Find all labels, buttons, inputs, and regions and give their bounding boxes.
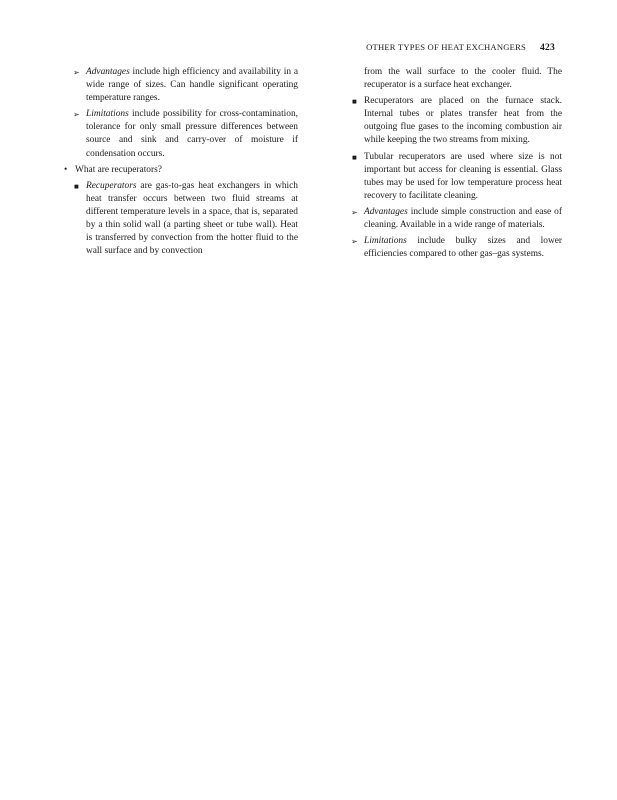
recuperators-definition-item (58, 180, 298, 259)
placement-item (336, 95, 562, 147)
tubular-text: Tubular recuperators are used where size is not important but access for cleaning is essential. Glass tubes may be used for low temperature process heat recovery to facilitate cleaning. (364, 151, 562, 201)
advantages-item-2 (336, 206, 562, 232)
running-header (366, 42, 555, 53)
right-column (336, 66, 562, 261)
page-number: 423 (540, 42, 555, 53)
tubular-item (336, 151, 562, 203)
limitations-text: include bulky sizes and lower efficiencies compared to other gas–gas systems. (364, 236, 562, 260)
advantages-item-1 (58, 66, 298, 105)
arrow-bullet-icon: ➢ (73, 110, 80, 120)
limitations-term: Limitations (86, 109, 129, 120)
square-bullet-icon: ■ (352, 152, 357, 162)
question-item (58, 164, 298, 177)
recuperators-text: are gas-to-gas heat exchangers in which heat transfer occurs between two fluid streams at different temperature levels in a space, that is, separated by a thin solid wall (a parting sheet or tube wall). Heat is transferred by convection from the hotter fluid to the wall surface and by convection (86, 180, 298, 257)
arrow-bullet-icon: ➢ (351, 237, 358, 247)
left-column (58, 66, 298, 258)
square-bullet-icon: ■ (352, 97, 357, 107)
advantages-term: Advantages (86, 67, 130, 77)
limitations-text: include possibility for cross-contamination, tolerance for only small pressure differences between source and sink and carry-over of moisture if condensation occurs. (86, 109, 298, 159)
limitations-term: Limitations (364, 236, 407, 247)
round-bullet-icon: • (64, 164, 68, 175)
arrow-bullet-icon: ➢ (351, 207, 358, 217)
question-text: What are recuperators? (75, 164, 162, 175)
placement-text: Recuperators are placed on the furnace stack. Internal tubes or plates transfer heat from the outgoing flue gases to the incoming combustion air while keeping the two streams from mixing. (364, 96, 562, 146)
advantages-text: include simple construction and ease of cleaning. Available in a wide range of materials. (364, 206, 562, 231)
advantages-text: include high efficiency and availability in a wide range of sizes. Can handle significant operating temperature ranges. (86, 67, 298, 104)
square-bullet-icon: ■ (74, 181, 79, 191)
advantages-term: Advantages (364, 206, 408, 217)
running-title: OTHER TYPES OF HEAT EXCHANGERS (366, 42, 526, 52)
arrow-bullet-icon: ➢ (73, 68, 80, 77)
limitations-item-1 (58, 108, 298, 160)
limitations-item-2 (336, 235, 562, 261)
recuperators-term: Recuperators (86, 180, 137, 191)
continuation-paragraph: from the wall surface to the cooler fluid. The recuperator is a surface heat exchanger. (364, 67, 562, 91)
